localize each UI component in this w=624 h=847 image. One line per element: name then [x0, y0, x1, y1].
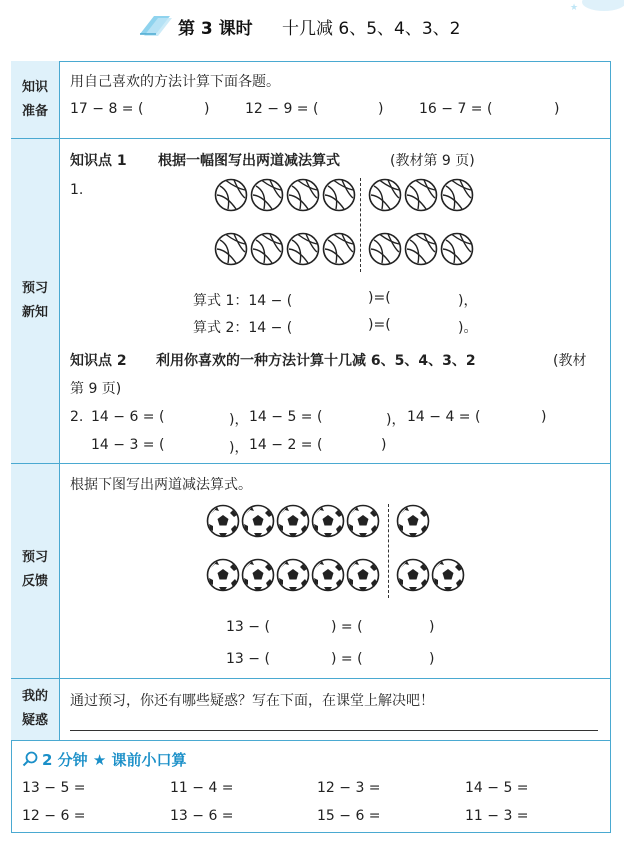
row-divider — [11, 740, 611, 741]
picture-divider — [388, 504, 389, 598]
q2-blank-close: )， — [229, 440, 249, 456]
label-line: 我的 — [21, 689, 48, 704]
cloud-decoration-icon — [564, 0, 624, 20]
volleyball-icon — [214, 232, 248, 266]
label-line: 新知 — [21, 305, 48, 320]
label-line: 预习 — [21, 281, 48, 296]
soccer-ball-icon — [431, 558, 465, 592]
label-line: 知识 — [21, 80, 48, 95]
section-label-doubts — [11, 685, 59, 733]
magnifier-icon — [22, 751, 38, 767]
feedback-formula-2-mid: ) = ( — [331, 651, 363, 667]
drill-problem: 13 − 6 = — [170, 808, 234, 824]
q2-blank-close: ) — [541, 409, 547, 425]
row-divider — [11, 463, 611, 464]
feedback-formula-1: 13 − ( — [226, 619, 270, 635]
label-line: 预习 — [21, 550, 48, 565]
formula-1-end: )， — [458, 293, 478, 309]
volleyball-icon — [368, 232, 402, 266]
volleyball-picture — [214, 178, 474, 274]
column-divider — [59, 61, 60, 740]
side-label-column — [11, 61, 59, 740]
q1-number: 1. — [70, 182, 84, 198]
kp1-text: 根据一幅图写出两道减法算式 — [158, 153, 340, 169]
page-header — [0, 0, 624, 50]
soccer-ball-icon — [276, 504, 310, 538]
q2-problem: 14 − 3 = ( — [91, 437, 165, 453]
section-label-feedback — [11, 546, 59, 594]
q2-blank-close: ) — [381, 437, 387, 453]
prep-blank-close: ) — [378, 101, 384, 117]
volleyball-icon — [250, 178, 284, 212]
formula-1-mid: )=( — [368, 290, 391, 306]
lesson-number: 第 3 课时 — [178, 19, 253, 39]
prep-blank-close: ) — [554, 101, 560, 117]
volleyball-icon — [404, 178, 438, 212]
q2-problem: 14 − 5 = ( — [249, 409, 323, 425]
formula-2-end: )。 — [458, 320, 478, 336]
kp2-reference: (教材 — [553, 353, 587, 369]
doubts-instruction: 通过预习，你还有哪些疑惑？写在下面，在课堂上解决吧！ — [70, 693, 434, 709]
q2-problem: 14 − 2 = ( — [249, 437, 323, 453]
drill-problem: 12 − 6 = — [22, 808, 86, 824]
soccer-ball-icon — [346, 558, 380, 592]
q2-problem: 14 − 6 = ( — [91, 409, 165, 425]
formula-2-mid: )=( — [368, 317, 391, 333]
feedback-formula-1-end: ) — [429, 619, 435, 635]
soccer-ball-icon — [206, 558, 240, 592]
prep-problem-1: 17 − 8 = ( — [70, 101, 144, 117]
prep-blank-close: ) — [204, 101, 210, 117]
formula-1-label: 算式 1：14 − ( — [193, 293, 293, 309]
volleyball-icon — [286, 232, 320, 266]
volleyball-icon — [250, 232, 284, 266]
q2-blank-close: )， — [229, 412, 249, 428]
lesson-title: 十几减 6、5、4、3、2 — [282, 19, 461, 39]
volleyball-icon — [286, 178, 320, 212]
picture-divider — [360, 178, 361, 272]
label-line: 疑惑 — [21, 713, 48, 728]
drill-problem: 15 − 6 = — [317, 808, 381, 824]
formula-2-label: 算式 2：14 − ( — [193, 320, 293, 336]
kp1-reference: (教材第 9 页) — [390, 153, 475, 169]
volleyball-icon — [368, 178, 402, 212]
book-icon — [136, 12, 174, 38]
soccer-ball-icon — [396, 558, 430, 592]
drill-problem: 11 − 4 = — [170, 780, 234, 796]
soccer-ball-picture — [206, 504, 468, 600]
volleyball-icon — [404, 232, 438, 266]
soccer-ball-icon — [311, 504, 345, 538]
soccer-ball-icon — [241, 558, 275, 592]
soccer-ball-icon — [311, 558, 345, 592]
drill-problem: 13 − 5 = — [22, 780, 86, 796]
prep-instruction: 用自己喜欢的方法计算下面各题。 — [70, 74, 280, 90]
kp2-title: 知识点 2 — [70, 353, 127, 369]
label-line: 反馈 — [21, 574, 48, 589]
section-label-preview — [11, 277, 59, 325]
drill-title: 2 分钟 ★ 课前小口算 — [42, 751, 187, 769]
prep-problem-3: 16 − 7 = ( — [419, 101, 493, 117]
feedback-formula-2: 13 − ( — [226, 651, 270, 667]
label-line: 准备 — [21, 104, 48, 119]
kp1-title: 知识点 1 — [70, 153, 127, 169]
soccer-ball-icon — [206, 504, 240, 538]
feedback-formula-2-end: ) — [429, 651, 435, 667]
feedback-instruction: 根据下图写出两道减法算式。 — [70, 477, 252, 493]
volleyball-icon — [322, 232, 356, 266]
drill-problem: 14 − 5 = — [465, 780, 529, 796]
drill-problem: 11 − 3 = — [465, 808, 529, 824]
soccer-ball-icon — [276, 558, 310, 592]
q2-blank-close: )， — [386, 412, 406, 428]
volleyball-icon — [440, 178, 474, 212]
drill-problem: 12 − 3 = — [317, 780, 381, 796]
soccer-ball-icon — [396, 504, 430, 538]
section-label-prep — [11, 76, 59, 124]
soccer-ball-icon — [346, 504, 380, 538]
soccer-ball-icon — [241, 504, 275, 538]
doubts-answer-line[interactable] — [70, 730, 598, 731]
volleyball-icon — [322, 178, 356, 212]
row-divider — [11, 138, 611, 139]
kp2-text: 利用你喜欢的一种方法计算十几减 6、5、4、3、2 — [156, 353, 476, 369]
q2-problem: 14 − 4 = ( — [407, 409, 481, 425]
feedback-formula-1-mid: ) = ( — [331, 619, 363, 635]
prep-problem-2: 12 − 9 = ( — [245, 101, 319, 117]
svg-text:★: ★ — [570, 3, 579, 13]
row-divider — [11, 678, 611, 679]
q2-number: 2. — [70, 409, 84, 425]
volleyball-icon — [214, 178, 248, 212]
volleyball-icon — [440, 232, 474, 266]
kp2-reference-cont: 第 9 页) — [70, 381, 122, 397]
